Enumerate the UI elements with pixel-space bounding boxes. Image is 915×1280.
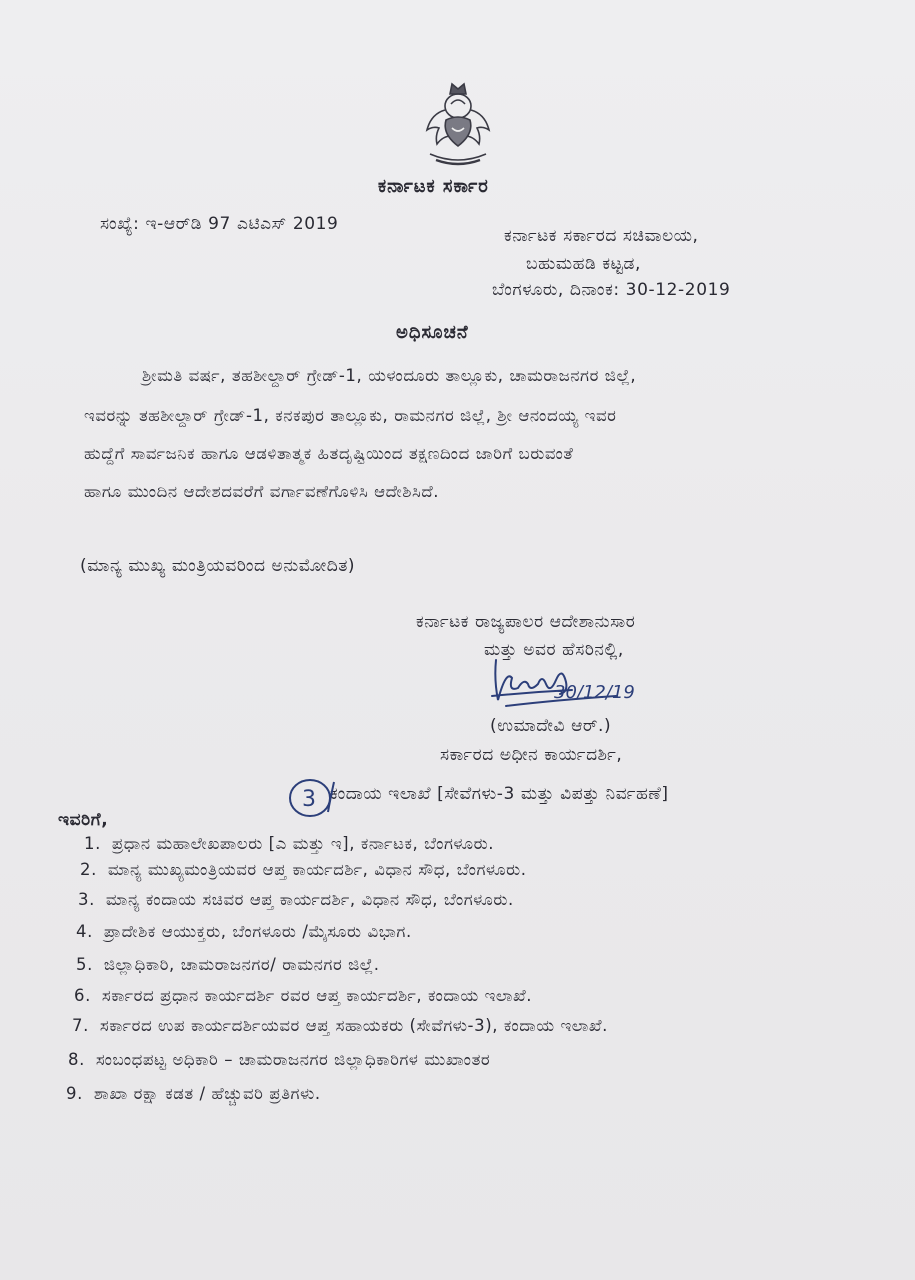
recipient-item [66,1084,321,1104]
recipient-item [76,922,412,942]
approval-note: (ಮಾನ್ಯ ಮುಖ್ಯ ಮಂತ್ರಿಯವರಿಂದ ಅನುಮೋದಿತ) [80,556,356,576]
recipient-text: ಶಾಖಾ ರಕ್ಷಾ ಕಡತ / ಹೆಚ್ಚುವರಿ ಪ್ರತಿಗಳು. [93,1084,321,1103]
signature-date: 30/12/19 [554,682,635,703]
recipient-text: ಪ್ರಾದೇಶಿಕ ಆಯುಕ್ತರು, ಬೆಂಗಳೂರು /ಮೈಸೂರು ವಿಭಾಗ. [103,922,412,941]
recipient-number: 8. [68,1050,85,1069]
notification-heading: ಅಧಿಸೂಚನೆ [396,322,469,343]
department-line: ಕಂದಾಯ ಇಲಾಖೆ [ಸೇವೆಗಳು-3 ಮತ್ತು ವಿಪತ್ತು ನಿರ್ವಹಣೆ] [330,784,669,804]
office-address-line2: ಬಹುಮಹಡಿ ಕಟ್ಟಡ, [526,254,641,274]
recipient-number: 7. [72,1016,89,1035]
recipients-label: ಇವರಿಗೆ, [58,810,109,830]
recipient-text: ಸರ್ಕಾರದ ಉಪ ಕಾರ್ಯದರ್ಶಿಯವರ ಆಪ್ತ ಸಹಾಯಕರು (ಸೇವೆಗಳು-3), ಕಂದಾಯ ಇಲಾಖೆ. [99,1016,609,1035]
office-address-line1: ಕರ್ನಾಟಕ ಸರ್ಕಾರದ ಸಚಿವಾಲಯ, [504,226,699,246]
notification-body-line: ಶ್ರೀಮತಿ ವರ್ಷ, ತಹಶೀಲ್ದಾರ್ ಗ್ರೇಡ್-1, ಯಳಂದೂರು ತಾಲ್ಲೂಕು, ಚಾಮರಾಜನಗರ ಜಿಲ್ಲೆ, [142,366,637,385]
recipient-text: ಮಾನ್ಯ ಮುಖ್ಯಮಂತ್ರಿಯವರ ಆಪ್ತ ಕಾರ್ಯದರ್ಶಿ, ವಿಧಾನ ಸೌಧ, ಬೆಂಗಳೂರು. [107,860,527,879]
recipient-item [72,1016,608,1036]
circled-number: 3 [302,787,316,812]
state-emblem-icon [418,80,498,170]
authority-line2: ಮತ್ತು ಅವರ ಹೆಸರಿನಲ್ಲಿ, [484,640,624,660]
recipient-number: 9. [66,1084,83,1103]
recipient-text: ಜಿಲ್ಲಾಧಿಕಾರಿ, ಚಾಮರಾಜನಗರ/ ರಾಮನಗರ ಜಿಲ್ಲೆ. [103,955,380,974]
recipient-item [74,986,532,1006]
recipient-number: 2. [80,860,97,879]
recipient-number: 5. [76,955,93,974]
signatory-name: (ಉಮಾದೇವಿ ಆರ್.) [490,716,612,736]
recipient-number: 1. [84,834,101,853]
government-title: ಕರ್ನಾಟಕ ಸರ್ಕಾರ [378,176,489,197]
office-date-line: ಬೆಂಗಳೂರು, ದಿನಾಂಕ: 30-12-2019 [492,280,731,300]
authority-line1: ಕರ್ನಾಟಕ ರಾಜ್ಯಪಾಲರ ಆದೇಶಾನುಸಾರ [416,612,636,632]
notification-body-line: ಹಾಗೂ ಮುಂದಿನ ಆದೇಶದವರೆಗೆ ವರ್ಗಾವಣೆಗೊಳಿಸಿ ಆದೇಶಿಸಿದೆ. [84,482,440,501]
recipient-item [84,834,494,854]
recipient-text: ಮಾನ್ಯ ಕಂದಾಯ ಸಚಿವರ ಆಪ್ತ ಕಾರ್ಯದರ್ಶಿ, ವಿಧಾನ ಸೌಧ, ಬೆಂಗಳೂರು. [105,890,514,909]
circled-number-mark [284,772,348,822]
recipient-number: 6. [74,986,91,1005]
signatory-designation: ಸರ್ಕಾರದ ಅಧೀನ ಕಾರ್ಯದರ್ಶಿ, [440,745,623,765]
recipient-item [80,860,527,880]
recipient-item [76,955,380,975]
recipient-text: ಸರ್ಕಾರದ ಪ್ರಧಾನ ಕಾರ್ಯದರ್ಶಿ ರವರ ಆಪ್ತ ಕಾರ್ಯದರ್ಶಿ, ಕಂದಾಯ ಇಲಾಖೆ. [101,986,533,1005]
reference-number: ಸಂಖ್ಯೆ: ಇ-ಆರ್‌ಡಿ 97 ಎಟಿಎಸ್ 2019 [100,214,339,234]
recipient-text: ಸಂಬಂಧಪಟ್ಟ ಅಧಿಕಾರಿ – ಚಾಮರಾಜನಗರ ಜಿಲ್ಲಾಧಿಕಾರಿಗಳ ಮುಖಾಂತರ [95,1050,491,1069]
recipient-item [68,1050,490,1070]
recipient-text: ಪ್ರಧಾನ ಮಹಾಲೇಖಪಾಲರು [ಎ ಮತ್ತು ಇ], ಕರ್ನಾಟಕ, ಬೆಂಗಳೂರು. [111,834,495,853]
notification-body-line: ಹುದ್ದೆಗೆ ಸಾರ್ವಜನಿಕ ಹಾಗೂ ಆಡಳಿತಾತ್ಮಕ ಹಿತದೃಷ್ಟಿಯಿಂದ ತಕ್ಷಣದಿಂದ ಜಾರಿಗೆ ಬರುವಂತೆ [84,444,574,463]
notification-body-line: ಇವರನ್ನು ತಹಶೀಲ್ದಾರ್ ಗ್ರೇಡ್-1, ಕನಕಪುರ ತಾಲ್ಲೂಕು, ರಾಮನಗರ ಜಿಲ್ಲೆ, ಶ್ರೀ ಆನಂದಯ್ಯ ಇವರ [84,406,617,425]
handwritten-signature [486,652,646,716]
recipient-number: 3. [78,890,95,909]
recipient-number: 4. [76,922,93,941]
recipient-item [78,890,514,910]
